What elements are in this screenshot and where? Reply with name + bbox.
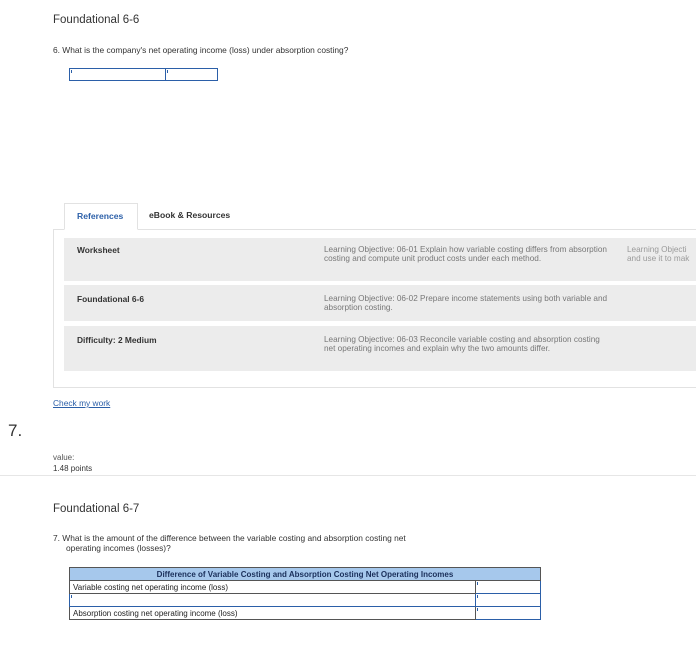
tab-ebook-resources[interactable]: eBook & Resources: [149, 210, 231, 220]
variable-income-input[interactable]: [476, 581, 541, 594]
lo2-line2: and use it to mak: [627, 254, 690, 264]
tab-references-label: References: [77, 211, 124, 221]
absorption-income-input[interactable]: [476, 607, 541, 620]
check-my-work-link[interactable]: Check my work: [53, 398, 111, 408]
difference-amount-input[interactable]: [476, 594, 541, 607]
lo2-line1: Learning Objecti: [627, 245, 687, 254]
q6-question: 6. What is the company's net operating income (loss) under absorption costing?: [53, 45, 349, 55]
reference-label: Difficulty: 2 Medium: [77, 335, 157, 345]
section-divider: [0, 475, 696, 476]
learning-objective: Learning Objective: 06-02 Prepare income statements using both variable and absorption costing.: [324, 294, 608, 313]
points-value: 1.48 points: [53, 464, 93, 473]
learning-objective: Learning Objective: 06-03 Reconcile variable costing and absorption costing net operating incomes and explain why the two amounts differ.: [324, 335, 600, 354]
question-number: 7.: [8, 421, 23, 440]
tab-references[interactable]: [64, 203, 138, 230]
reference-label: Foundational 6-6: [77, 294, 144, 304]
table-header: Difference of Variable Costing and Absorption Costing Net Operating Incomes: [70, 568, 541, 581]
difference-table: [69, 567, 541, 620]
reference-row-worksheet: [64, 238, 696, 281]
q7-title: Foundational 6-7: [53, 503, 140, 515]
q7-question-line2: operating incomes (losses)?: [66, 543, 171, 553]
row-label-variable: Variable costing net operating income (loss): [70, 581, 476, 594]
learning-objective-truncated: [627, 245, 696, 264]
q6-label-input[interactable]: [69, 68, 166, 81]
difference-label-input[interactable]: [70, 594, 476, 607]
value-label: value:: [53, 453, 75, 462]
q7-question-line1: 7. What is the amount of the difference between the variable costing and absorption costing net: [53, 533, 406, 543]
row-label-absorption: Absorption costing net operating income (loss): [70, 607, 476, 620]
learning-objective: Learning Objective: 06-01 Explain how variable costing differs from absorption costing and compute unit product costs under each method.: [324, 245, 607, 264]
reference-row-difficulty: [64, 326, 696, 371]
q6-title: Foundational 6-6: [53, 14, 140, 26]
q6-amount-input[interactable]: [165, 68, 218, 81]
reference-label: Worksheet: [77, 245, 120, 255]
reference-row-foundational: [64, 285, 696, 321]
